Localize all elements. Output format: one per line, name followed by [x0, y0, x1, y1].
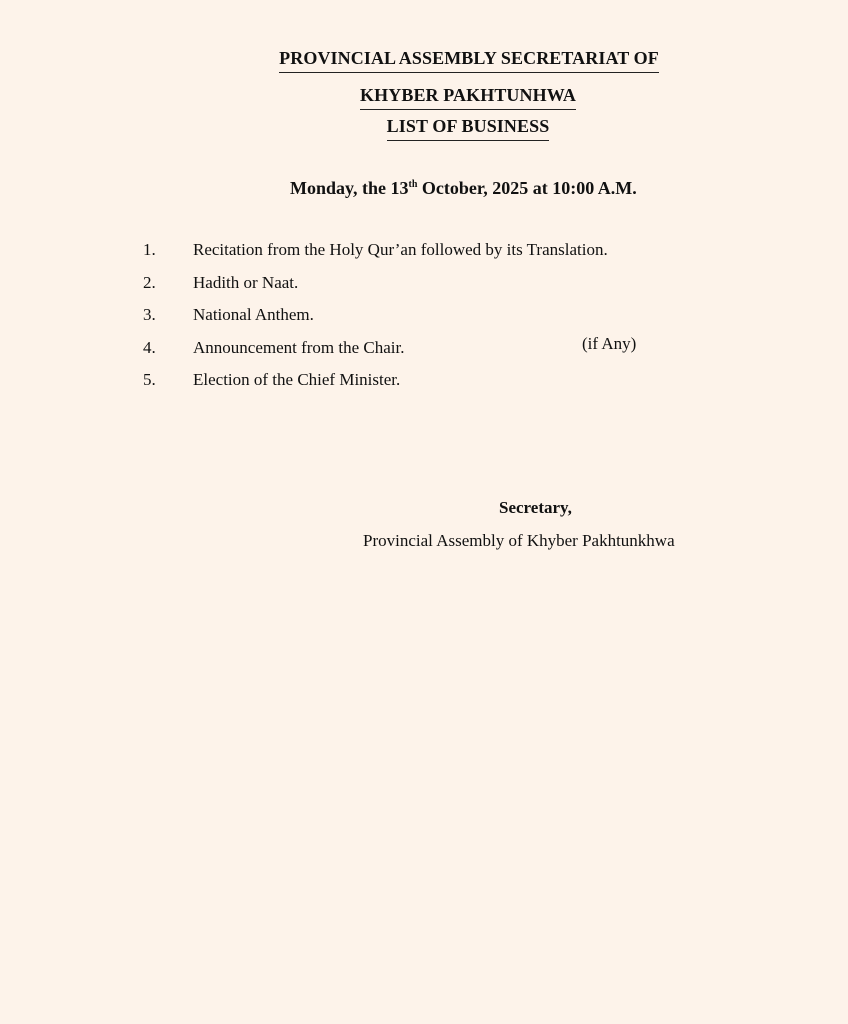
session-ordinal: th	[408, 179, 418, 190]
agenda-item-number: 4.	[143, 337, 156, 357]
agenda-list	[140, 240, 700, 403]
session-date-rest: October, 2025 at 10:00 A.M.	[417, 178, 637, 198]
agenda-item-number: 3.	[143, 305, 156, 324]
signatory-title: Secretary,	[499, 498, 572, 517]
agenda-item-text: Election of the Chief Minister.	[193, 370, 401, 389]
header-list-title: LIST OF BUSINESS	[387, 116, 550, 141]
agenda-item-number: 5.	[143, 370, 156, 389]
agenda-item	[140, 240, 700, 273]
session-date	[290, 178, 637, 199]
agenda-item-number: 2.	[143, 272, 156, 292]
header-title: PROVINCIAL ASSEMBLY SECRETARIAT OF	[279, 48, 659, 73]
agenda-item	[140, 370, 700, 403]
agenda-item-text: Recitation from the Holy Qur’an followed by its Translation.	[193, 240, 608, 259]
header-line-3	[44, 116, 848, 141]
session-day: Monday, the 13	[290, 178, 409, 198]
header-line-1	[45, 48, 848, 73]
agenda-item-text: Announcement from the Chair.	[193, 337, 405, 357]
agenda-item-text: Hadith or Naat.	[193, 272, 299, 292]
agenda-item-note: (if Any)	[582, 333, 637, 353]
signatory-organization: Provincial Assembly of Khyber Pakhtunkhwa	[363, 531, 675, 550]
agenda-item-text: National Anthem.	[193, 305, 314, 324]
agenda-item-number: 1.	[143, 240, 156, 259]
header-province: KHYBER PAKHTUNHWA	[360, 85, 576, 110]
agenda-item	[140, 333, 700, 371]
header-line-2	[44, 85, 848, 110]
agenda-item	[140, 273, 700, 306]
